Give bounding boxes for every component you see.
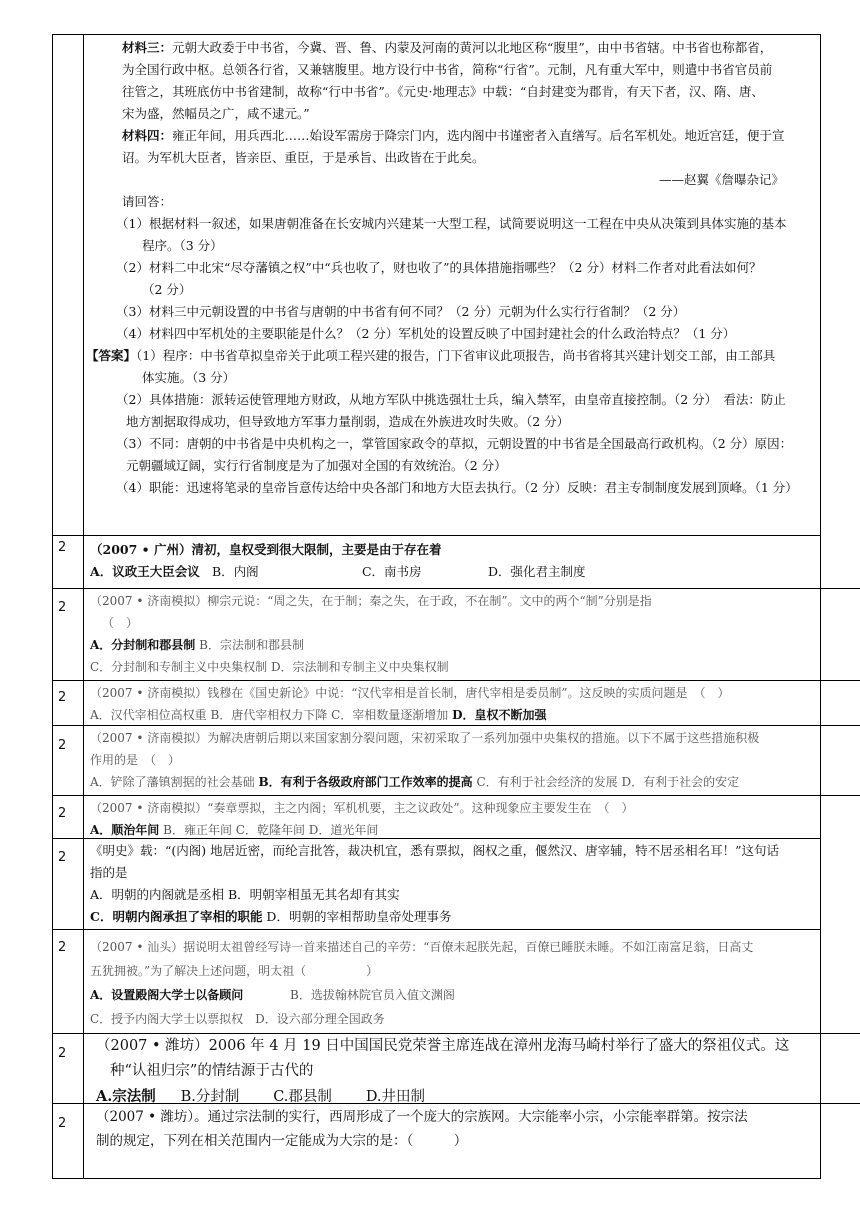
material-three-label: 材料三： [122,40,173,55]
row-divider [52,588,860,589]
score-cell: 2 [58,940,67,955]
question-options [90,561,815,583]
question-options [90,906,815,928]
material-four-line: 诏。为军机大臣者，皆亲臣、重臣，于是承旨、出政皆在于此矣。 [122,150,485,165]
answer-1-cont: 体实施。（3 分） [142,370,236,385]
material-three [96,37,812,59]
answer-label: 【答案】 [86,348,137,363]
option-a: A．顺治年间 [90,823,160,837]
material-cell [86,37,812,499]
material-source: ——赵翼《詹曝杂记》 [658,172,784,187]
question-stem-cont: 五犹拥被。”为了解决上述问题，明太祖（ ） [90,964,379,978]
material-four [96,125,812,147]
question-stem-cont: 制的规定，下列在相关范围内一定能成为大宗的是：（ ） [96,1133,468,1149]
answer-4: （4）职能：迅速将笔录的皇帝旨意传达给中央各部门和地方大臣去执行。（2 分）反映：君主专制制度发展到顶峰。（1 分） [116,480,798,495]
question-options [90,819,815,841]
material-three-line: 往管之，其班底仿中书省建制，故称“行中书省”。《元史·地理志》中载：“自封建变为郡肯，有天下者，汉、隋、唐、 [122,84,764,99]
question-row [90,935,815,1031]
question-stem: （2007 • 汕头）据说明太祖曾经写诗一首来描述自己的辛劳：“百僚未起朕先起，百僚已睡朕未睡。不如江南富足翁，日高丈 [90,940,754,954]
question-row [96,1034,821,1110]
question-2-cont: （2 分） [142,282,192,297]
material-four-line: 雍正年间，用兵西北……始设军需房于降宗门内，选内阁中书谨密者入直缮写。后名军机处。地近宫廷，便于宣 [172,128,785,143]
material-three-line: 宋为盛，然幅员之广，咸不逮元。” [122,106,310,121]
option-b: B．内阁 [211,564,259,579]
material-three-line: 元朝大政委于中书省，今冀、晋、鲁、内蒙及河南的黄河以北地区称“腹里”，由中书省辖。中书省也称都省， [172,40,773,55]
option-b: B.分封制 [180,1089,240,1105]
option-d: D．明朝的宰相帮助皇帝处理事务 [262,909,452,924]
answer-2: （2）具体措施：派转运使管理地方财政，从地方军队中挑选强壮士兵，编入禁军，由皇帝直接控制。（2 分） 看法：防止 [116,392,786,407]
question-row [90,682,815,726]
question-row [90,727,815,793]
score-cell: 2 [58,600,67,615]
option-a: A.宗法制 [96,1088,156,1105]
table-border-top [52,34,821,35]
question-stem: （2007 • 济南模拟）柳宗元说：“周之失，在于制；秦之失，在于政，不在制”。文中的两个“制”分别是指 [90,594,652,608]
question-stem: （2007 • 潍坊）2006 年 4 月 19 日中国国民党荣誉主席连战在漳州龙海马崎村举行了盛大的祭祖仪式。这 [96,1038,790,1054]
option-a: A．设置殿阁大学士以备顾问 [90,988,244,1002]
question-row [90,590,815,678]
table-column-divider [83,34,84,1179]
option-d: D.井田制 [365,1089,426,1105]
option-d: D．强化君主制度 [487,564,586,579]
question-stem: （2007 • 济南模拟）钱穆在《国史新论》中说：“汉代宰相是首长制，唐代宰相是委员制”。这反映的实质问题是 （ ） [90,686,730,700]
question-row [90,840,815,928]
option-c: C.郡县制 [273,1089,332,1105]
material-three-line: 为全国行政中枢。总领各行省，又兼辖腹里。地方设行中书省，简称“行省”。元制，凡有重大军中，则遣中书省官员前 [122,62,773,77]
option-bcd: B．雍正年间 C．乾隆年间 D．道光年间 [159,823,379,837]
answer-3: （3）不同：唐朝的中书省是中央机构之一，掌管国家政令的草拟，元朝设置的中书省是全国最高行政机构。（2 分）原因： [116,436,793,451]
question-stem: （2007 • 广州）清初，皇权受到很大限制，主要是由于存在着 [90,542,442,557]
question-stem-cont: 种“认祖归宗”的情结源于古代的 [110,1063,314,1079]
question-options: A．明朝的内阁就是丞相 B．明朝宰相虽无其名却有其实 [90,887,400,902]
answer-3-cont: 元朝疆域辽阔，实行行省制度是为了加强对全国的有效统治。（2 分） [126,458,507,473]
question-2: （2）材料二中北宋“尽夺藩镇之权”中“兵也收了，财也收了”的具体措施指哪些？（2 分）材料二作者对此看法如何？ [116,260,762,275]
question-4: （4）材料四中军机处的主要职能是什么？（2 分）军机处的设置反映了中国封建社会的什么政治特点？（1 分） [116,326,736,341]
option-b: B．宗法制和郡县制 [195,638,304,652]
question-options [90,634,815,656]
score-cell: 2 [58,806,67,821]
row-divider [52,680,860,681]
question-stem: （2007 • 济南模拟）为解决唐朝后期以来国家割分裂问题，宋初采取了一系列加强中央集权的措施。以下不属于这些措施积极 [90,731,760,745]
table-border-left [52,34,53,1179]
question-1: （1）根据材料一叙述，如果唐朝准备在长安城内兴建某一大型工程，试简要说明这一工程在中央从决策到具体实施的基本 [116,216,787,231]
option-a: A．分封制和郡县制 [90,638,196,652]
question-row [96,1105,821,1153]
question-options: C．授予内阁大学士以票拟权 D．设六部分理全国政务 [90,1012,385,1026]
option-c: C．南书房 [361,564,422,579]
option-abc: A．汉代宰相位高权重 B．唐代宰相权力下降 C．宰相数量逐渐增加 [90,708,453,722]
score-cell: 2 [58,1046,67,1061]
question-3: （3）材料三中元朝设置的中书省与唐朝的中书省有何不同？（2 分）元朝为什么实行行省制？（2 分） [116,304,686,319]
question-stem: （2007 • 济南模拟）“奏章票拟，主之内阁；军机机要，主之议政处”。这种现象应主要发生在 （ ） [90,801,634,815]
table-border-bottom [52,1178,821,1179]
question-stem-cont: 作用的是 （ ） [90,753,181,767]
question-options [90,983,815,1007]
answer-1-text: （1）程序：中书省草拟皇帝关于此项工程兴建的报告，门下省审议此项报告，尚书省将其兴建计划交工部，由工部具 [136,348,776,363]
option-b: B．选拔翰林院官员入值文渊阁 [290,988,455,1002]
question-options [90,771,815,793]
question-prompt: 请回答： [122,194,173,209]
question-stem: （2007 • 潍坊）。通过宗法制的实行，西周形成了一个庞大的宗族网。大宗能率小宗，小宗能率群第。按宗法 [96,1109,748,1125]
question-1-cont: 程序。（3 分） [142,238,223,253]
option-a: A．议政王大臣会议 [90,564,200,579]
material-four-label: 材料四： [122,128,173,143]
row-divider [52,929,821,930]
score-cell: 2 [58,850,67,865]
option-b: B．有利于各级政府部门工作效率的提高 [258,775,473,789]
row-divider [52,795,860,796]
score-cell: 2 [58,738,67,753]
question-row [90,797,815,841]
row-divider [52,535,821,536]
option-cd: C．有利于社会经济的发展 D．有利于社会的安定 [472,775,740,789]
option-d: D．皇权不断加强 [452,708,547,722]
option-a: A．铲除了藩镇割据的社会基础 [90,775,259,789]
question-stem-cont: （ ） [102,616,139,630]
score-cell: 2 [58,690,67,705]
question-options: C．分封制和专制主义中央集权制 D．宗法制和专制主义中央集权制 [90,660,449,674]
question-stem-cont: 指的是 [90,865,128,880]
question-row [90,539,815,583]
answer-2-cont: 地方割据取得成功，但导致地方军事力量削弱，造成在外族进攻时失败。（2 分） [126,414,570,429]
table-border-right [820,34,821,1179]
score-cell: 2 [58,540,67,555]
score-cell: 2 [58,1116,67,1131]
option-c: C．明朝内阁承担了宰相的职能 [90,909,263,924]
question-stem: 《明史》载：“(内阁) 地居近密，而纶言批答，裁决机宜，悉有票拟，阁权之重，偃然汉、唐宰辅，特不居丞相名耳！”这句话 [90,843,780,858]
question-options [90,704,815,726]
answer-1 [86,345,812,367]
